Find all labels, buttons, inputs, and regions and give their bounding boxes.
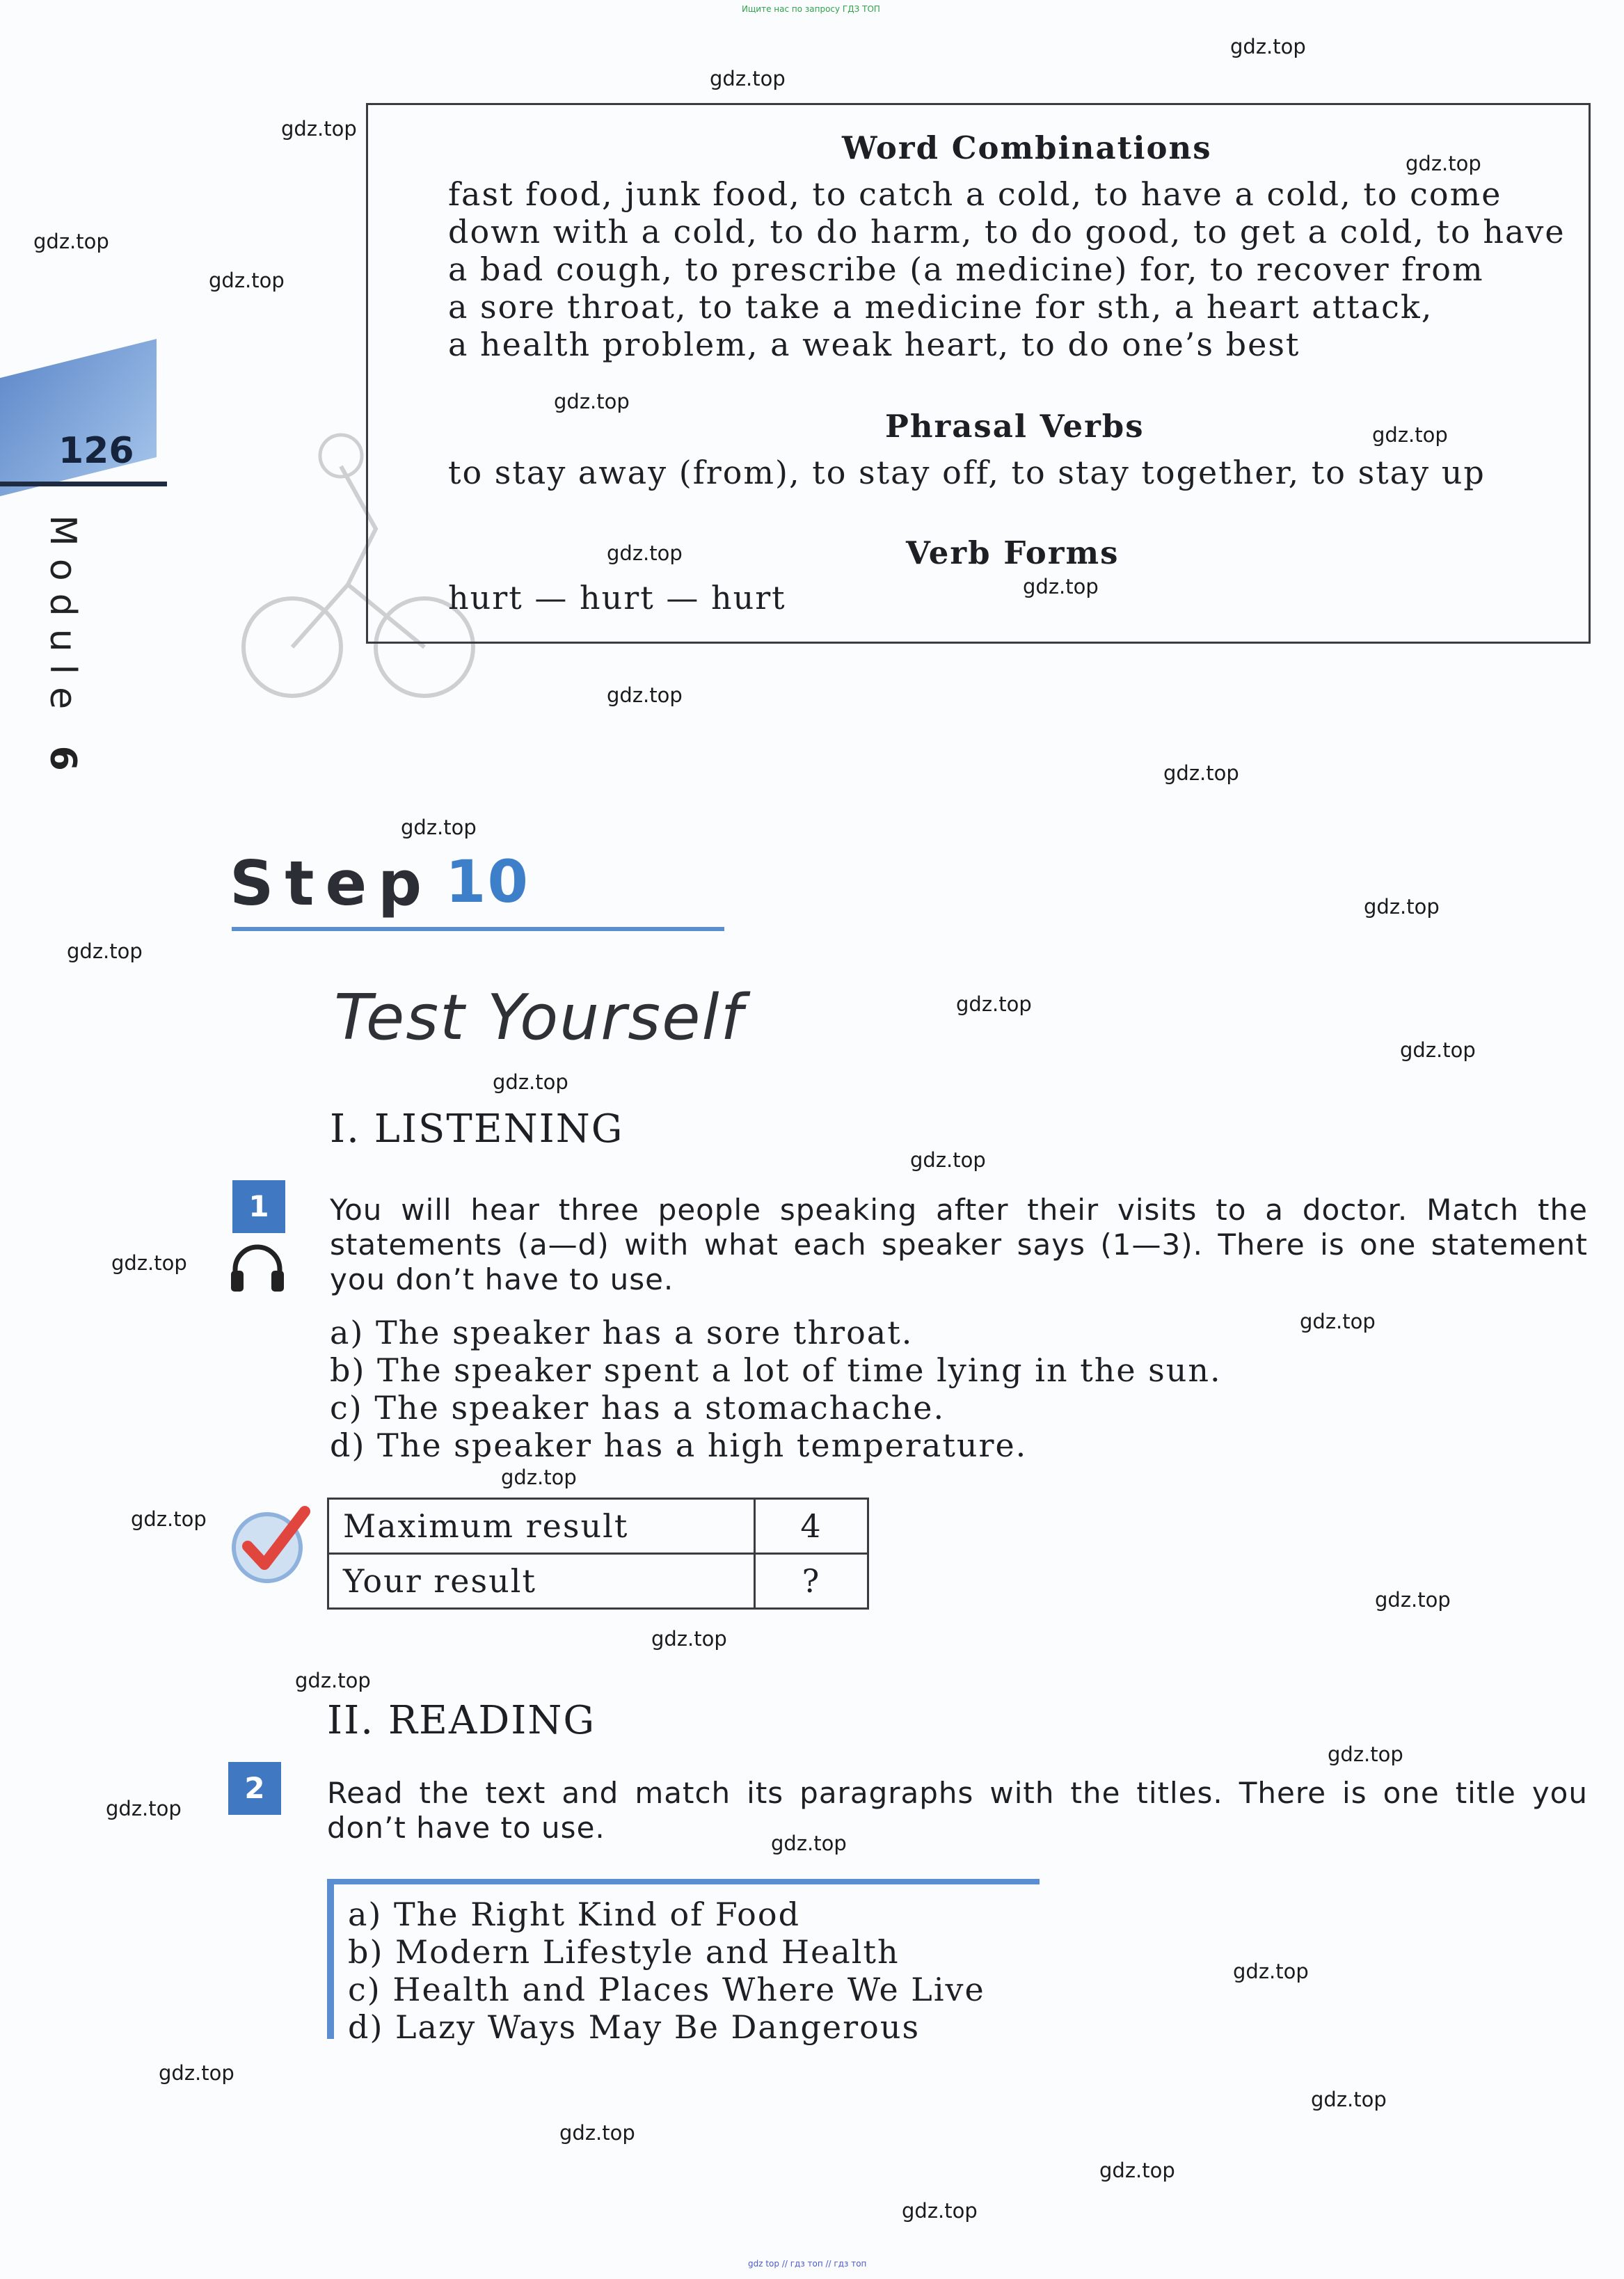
watermark: gdz.top [1233, 1960, 1309, 1983]
watermark: gdz.top [554, 390, 630, 413]
watermark: gdz.top [493, 1070, 568, 1094]
module-word: Module [42, 515, 83, 722]
watermark: gdz.top [33, 230, 109, 253]
word-combinations-line: a sore throat, to take a medicine for sth, a heart attack, [448, 288, 1433, 326]
word-combinations-list [448, 175, 1570, 363]
watermark: gdz.top [1406, 152, 1481, 175]
bottom-note: gdz top // гдз топ // гдз топ [748, 2259, 867, 2269]
max-result-value: 4 [755, 1499, 868, 1554]
watermark: gdz.top [607, 683, 683, 707]
statement-b: b) The speaker spent a lot of time lying in the sun. [330, 1351, 1222, 1389]
your-result-value: ? [755, 1554, 868, 1609]
word-combinations-title: Word Combinations [842, 129, 1212, 166]
watermark: gdz.top [1300, 1310, 1376, 1333]
watermark: gdz.top [607, 541, 683, 565]
verb-forms-title: Verb Forms [906, 534, 1120, 571]
word-combinations-line: a bad cough, to prescribe (a medicine) for, to recover from [448, 251, 1484, 288]
result-table [327, 1498, 869, 1610]
watermark: gdz.top [401, 816, 477, 839]
table-row [328, 1554, 868, 1609]
title-a: a) The Right Kind of Food [348, 1896, 801, 1933]
word-combinations-line: fast food, junk food, to catch a cold, to have a cold, to come [448, 175, 1502, 213]
statement-d: d) The speaker has a high temperature. [330, 1427, 1028, 1464]
watermark: gdz.top [1163, 761, 1239, 785]
watermark: gdz.top [281, 117, 357, 141]
page-tab-line [0, 482, 167, 486]
listening-instruction: You will hear three people speaking after their visits to a doctor. Match the statements (a—d) with what each speaker says (1—3). There is one statement you don’t have to use. [330, 1193, 1588, 1296]
word-combinations-line: a health problem, a weak heart, to do one’s best [448, 326, 1300, 363]
word-combinations-line: down with a cold, to do harm, to do good, to get a cold, to have [448, 213, 1566, 251]
module-label [42, 515, 83, 784]
page-number: 126 [58, 430, 134, 472]
module-number: 6 [42, 745, 83, 784]
watermark: gdz.top [1328, 1742, 1403, 1766]
watermark: gdz.top [501, 1466, 577, 1489]
titles-bar-vertical [327, 1879, 334, 2039]
title-b: b) Modern Lifestyle and Health [348, 1933, 900, 1971]
listening-heading: I. LISTENING [330, 1106, 624, 1152]
watermark: gdz.top [1400, 1038, 1476, 1062]
phrasal-verbs-title: Phrasal Verbs [885, 408, 1145, 445]
checkmark-icon [228, 1502, 312, 1585]
statement-a: a) The speaker has a sore throat. [330, 1314, 914, 1351]
step-number: 10 [445, 848, 530, 916]
test-yourself-title: Test Yourself [334, 981, 745, 1054]
titles-bar-horizontal [327, 1879, 1040, 1884]
watermark: gdz.top [559, 2121, 635, 2145]
watermark: gdz.top [131, 1507, 207, 1531]
max-result-label: Maximum result [328, 1499, 755, 1554]
page-tab [0, 339, 157, 503]
watermark: gdz.top [1230, 35, 1306, 58]
phrasal-verbs-line: to stay away (from), to stay off, to stay together, to stay up [448, 454, 1486, 491]
watermark: gdz.top [771, 1832, 847, 1855]
watermark: gdz.top [1372, 423, 1448, 447]
headphones-icon [228, 1243, 287, 1293]
your-result-label: Your result [328, 1554, 755, 1609]
step-word: Step [230, 848, 433, 919]
watermark: gdz.top [1364, 895, 1440, 919]
watermark: gdz.top [651, 1627, 727, 1651]
reading-heading: II. READING [327, 1698, 596, 1743]
title-c: c) Health and Places Where We Live [348, 1971, 985, 2008]
watermark: gdz.top [902, 2199, 978, 2223]
step-underline [232, 927, 724, 931]
watermark: gdz.top [910, 1148, 986, 1172]
task-1-badge: 1 [232, 1180, 285, 1233]
title-d: d) Lazy Ways May Be Dangerous [348, 2008, 921, 2046]
task-2-badge: 2 [228, 1762, 281, 1815]
verb-forms-line: hurt — hurt — hurt [448, 579, 786, 617]
statement-c: c) The speaker has a stomachache. [330, 1389, 946, 1427]
watermark: gdz.top [295, 1669, 371, 1692]
watermark: gdz.top [106, 1797, 182, 1820]
watermark: gdz.top [111, 1251, 187, 1275]
watermark: gdz.top [1311, 2088, 1387, 2111]
watermark: gdz.top [159, 2061, 234, 2085]
watermark: gdz.top [209, 269, 285, 292]
watermark: gdz.top [1375, 1588, 1451, 1612]
watermark: gdz.top [956, 992, 1032, 1016]
watermark: gdz.top [710, 67, 786, 90]
watermark: gdz.top [1023, 575, 1099, 598]
watermark: gdz.top [67, 939, 143, 963]
watermark: gdz.top [1099, 2159, 1175, 2182]
table-row [328, 1499, 868, 1554]
reading-instruction: Read the text and match its paragraphs with the titles. There is one title you don’t have to use. [327, 1776, 1588, 1845]
top-note: Ищите нас по запросу ГДЗ ТОП [742, 4, 880, 14]
